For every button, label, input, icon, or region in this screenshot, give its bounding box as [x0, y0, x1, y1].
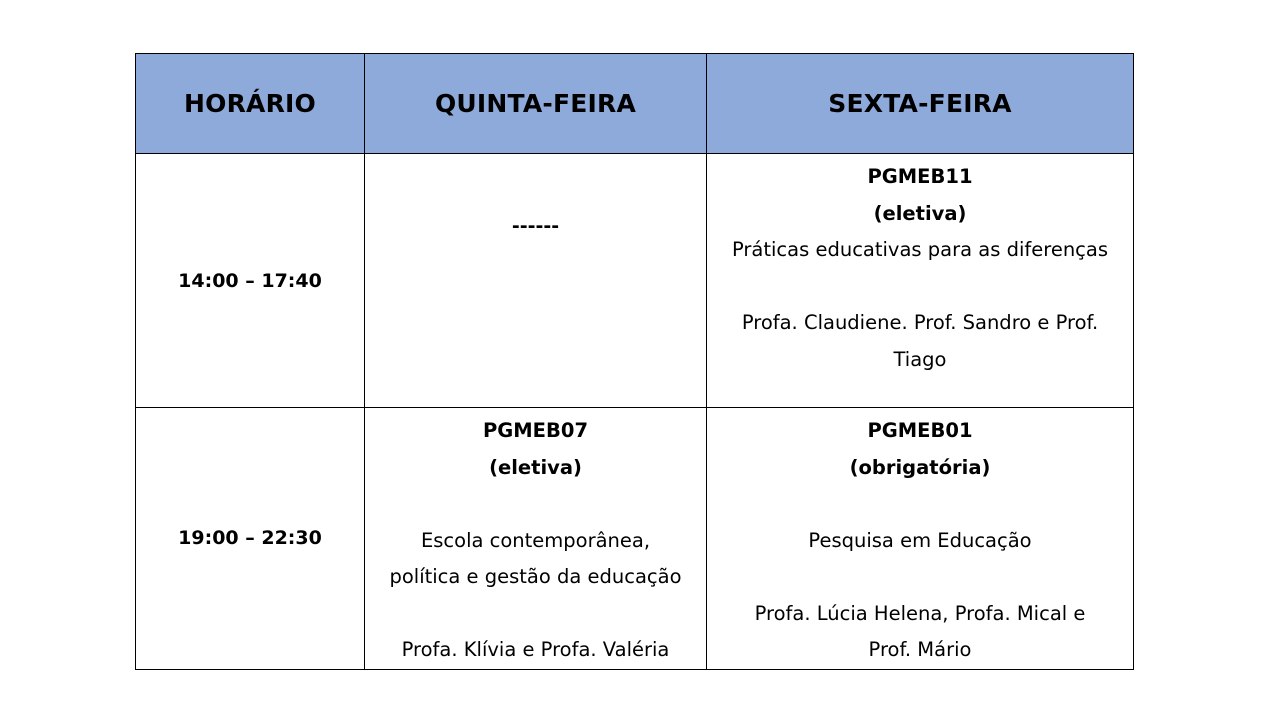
spacer: [707, 269, 1133, 306]
spacer: [707, 559, 1133, 596]
header-friday: SEXTA-FEIRA: [707, 54, 1134, 154]
spacer: [365, 596, 706, 633]
header-time: HORÁRIO: [136, 54, 365, 154]
time-cell: [136, 408, 365, 670]
spacer: [365, 486, 706, 523]
table-row: [136, 408, 1134, 670]
time-label: 14:00 – 17:40: [178, 269, 322, 292]
course-title: Escola contemporânea,: [420, 528, 651, 552]
course-professors: Profa. Klívia e Profa. Valéria: [401, 638, 670, 661]
header-row: [136, 54, 1134, 154]
course-type: (eletiva): [489, 455, 582, 479]
table-row: [136, 154, 1134, 408]
friday-cell: [707, 408, 1134, 670]
course-code: PGMEB11: [867, 165, 973, 188]
time-cell: [136, 154, 365, 408]
time-label: 19:00 – 22:30: [178, 527, 322, 550]
course-code: PGMEB01: [867, 419, 973, 442]
schedule-table: [135, 53, 1134, 670]
thursday-cell: [365, 408, 707, 670]
course-type: (eletiva): [873, 201, 967, 225]
empty-slot-marker: ------: [511, 215, 560, 238]
course-title: Práticas educativas para as diferenças: [731, 238, 1109, 261]
course-professors: Profa. Claudiene. Prof. Sandro e Prof.: [741, 311, 1099, 334]
course-professors-cont: Tiago: [893, 347, 947, 371]
thursday-cell: [365, 154, 707, 408]
header-thursday: QUINTA-FEIRA: [365, 54, 707, 154]
course-type: (obrigatória): [849, 455, 991, 479]
spacer: [707, 486, 1133, 523]
course-professors-cont: Prof. Mário: [868, 638, 972, 661]
course-code: PGMEB07: [482, 419, 589, 442]
course-professors: Profa. Lúcia Helena, Profa. Mical e: [754, 601, 1086, 625]
course-title: Pesquisa em Educação: [808, 528, 1032, 552]
friday-cell: [707, 154, 1134, 408]
course-title-cont: política e gestão da educação: [389, 565, 682, 588]
